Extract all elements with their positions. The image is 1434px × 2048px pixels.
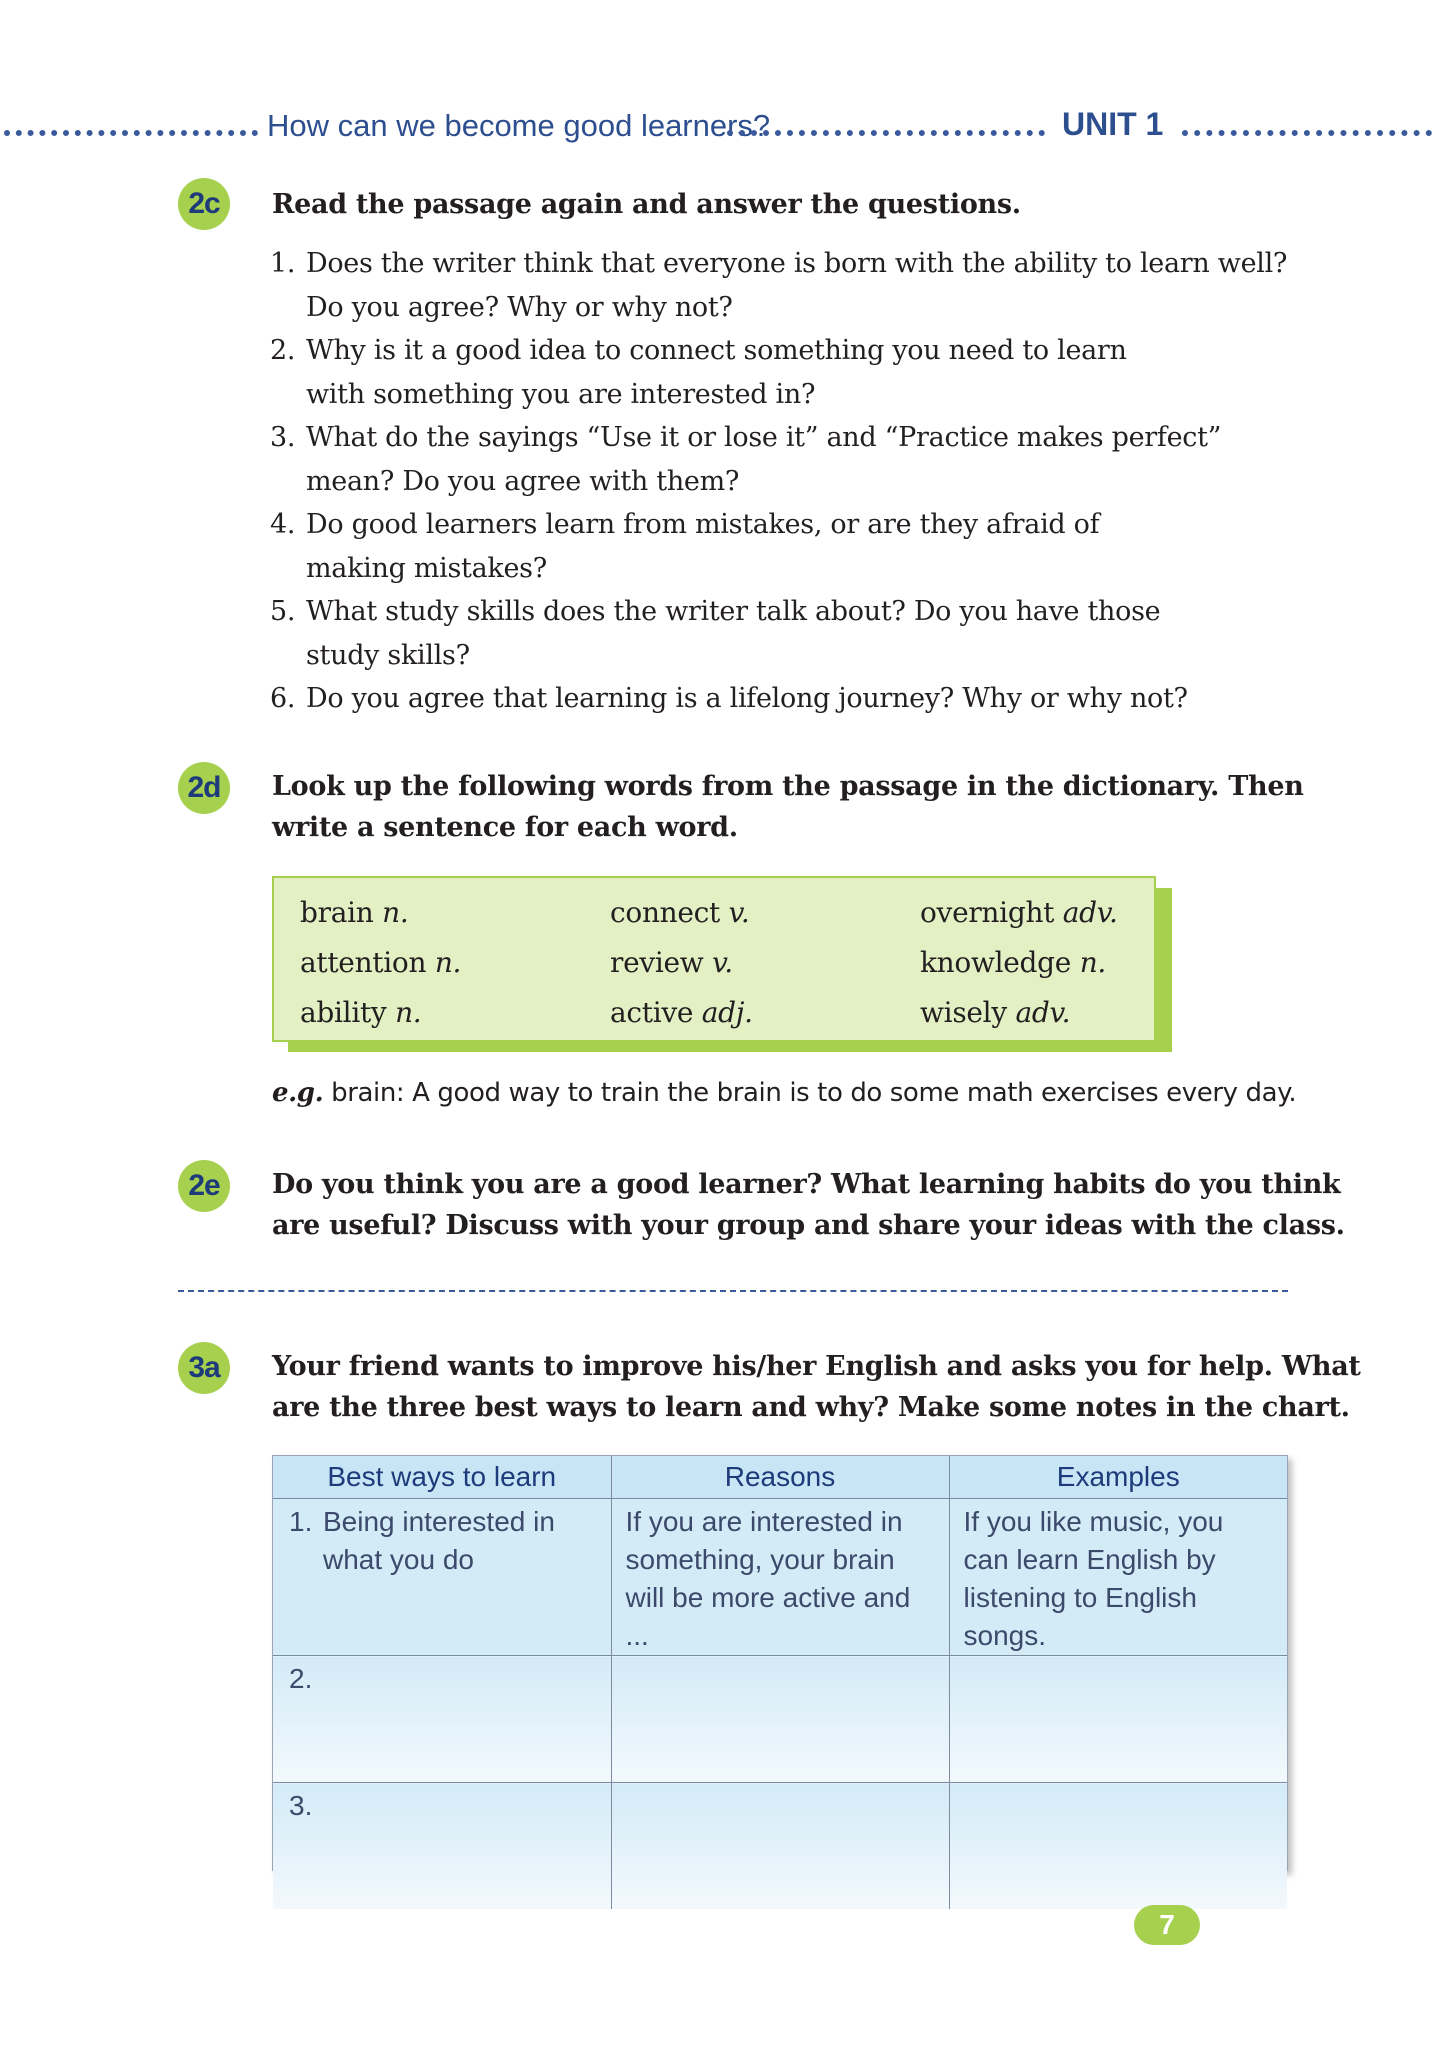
section-badge-3a: 3a bbox=[178, 1342, 230, 1394]
word-entry: connect v. bbox=[610, 896, 750, 929]
word-entry: knowledge n. bbox=[920, 946, 1107, 979]
table-row bbox=[273, 1783, 1287, 1910]
question-item: 3. What do the sayings “Use it or lose it” and “Practice makes perfect” mean? Do you agree with them? bbox=[270, 422, 1222, 497]
word-entry: ability n. bbox=[300, 996, 422, 1029]
question-item: 6. Do you agree that learning is a lifelong journey? Why or why not? bbox=[270, 683, 1188, 714]
section-badge-2e: 2e bbox=[178, 1160, 230, 1212]
example-cell[interactable] bbox=[949, 1783, 1287, 1910]
notes-chart bbox=[272, 1455, 1288, 1871]
example-cell[interactable] bbox=[949, 1656, 1287, 1783]
column-header: Examples bbox=[949, 1456, 1287, 1499]
way-cell[interactable]: 1. Being interested in what you do bbox=[273, 1499, 611, 1656]
word-entry: wisely adv. bbox=[920, 996, 1071, 1029]
section-badge-2c: 2c bbox=[178, 178, 230, 230]
word-entry: active adj. bbox=[610, 996, 753, 1029]
reason-cell[interactable] bbox=[611, 1656, 949, 1783]
question-list bbox=[270, 242, 1310, 721]
word-entry: overnight adv. bbox=[920, 896, 1118, 929]
page-number: 7 bbox=[1134, 1905, 1200, 1945]
column-header: Reasons bbox=[611, 1456, 949, 1499]
header-dots-right bbox=[1182, 130, 1432, 136]
unit-label: UNIT 1 bbox=[1062, 106, 1164, 142]
question-item: 4. Do good learners learn from mistakes, or are they afraid of making mistakes? bbox=[270, 509, 1100, 584]
table-row bbox=[273, 1499, 1287, 1656]
reason-cell[interactable] bbox=[611, 1783, 949, 1910]
instruction-2c: Read the passage again and answer the questions. bbox=[272, 189, 1021, 220]
reason-cell[interactable]: If you are interested in something, your brain will be more active and ... bbox=[611, 1499, 949, 1656]
header-title: How can we become good learners? bbox=[267, 108, 771, 143]
example-cell[interactable]: If you like music, you can learn English by listening to English songs. bbox=[949, 1499, 1287, 1656]
header-dots-left bbox=[4, 130, 258, 136]
section-divider bbox=[178, 1290, 1288, 1292]
word-entry: review v. bbox=[610, 946, 733, 979]
word-entry: brain n. bbox=[300, 896, 409, 929]
example-sentence: e.g. brain: A good way to train the brain is to do some math exercises every day. bbox=[272, 1078, 1297, 1108]
instruction-2e: Do you think you are a good learner? What learning habits do you think are useful? Discuss with your group and share your ideas with the class. bbox=[272, 1169, 1345, 1241]
instruction-2d: Look up the following words from the passage in the dictionary. Then write a sentence for each word. bbox=[272, 771, 1304, 843]
way-cell[interactable]: 2. bbox=[273, 1656, 611, 1783]
word-entry: attention n. bbox=[300, 946, 462, 979]
section-badge-2d: 2d bbox=[178, 762, 230, 814]
question-item: 2. Why is it a good idea to connect something you need to learn with something you are interested in? bbox=[270, 335, 1127, 410]
header-dots-middle bbox=[727, 130, 1045, 136]
table-row bbox=[273, 1656, 1287, 1783]
question-item: 5. What study skills does the writer talk about? Do you have those study skills? bbox=[270, 596, 1161, 671]
way-cell[interactable]: 3. bbox=[273, 1783, 611, 1910]
instruction-3a: Your friend wants to improve his/her English and asks you for help. What are the three best ways to learn and why? Make some notes in the chart. bbox=[272, 1351, 1361, 1423]
column-header: Best ways to learn bbox=[273, 1456, 611, 1499]
word-box bbox=[272, 876, 1156, 1042]
question-item: 1. Does the writer think that everyone is born with the ability to learn well? Do you agree? Why or why not? bbox=[270, 248, 1288, 323]
